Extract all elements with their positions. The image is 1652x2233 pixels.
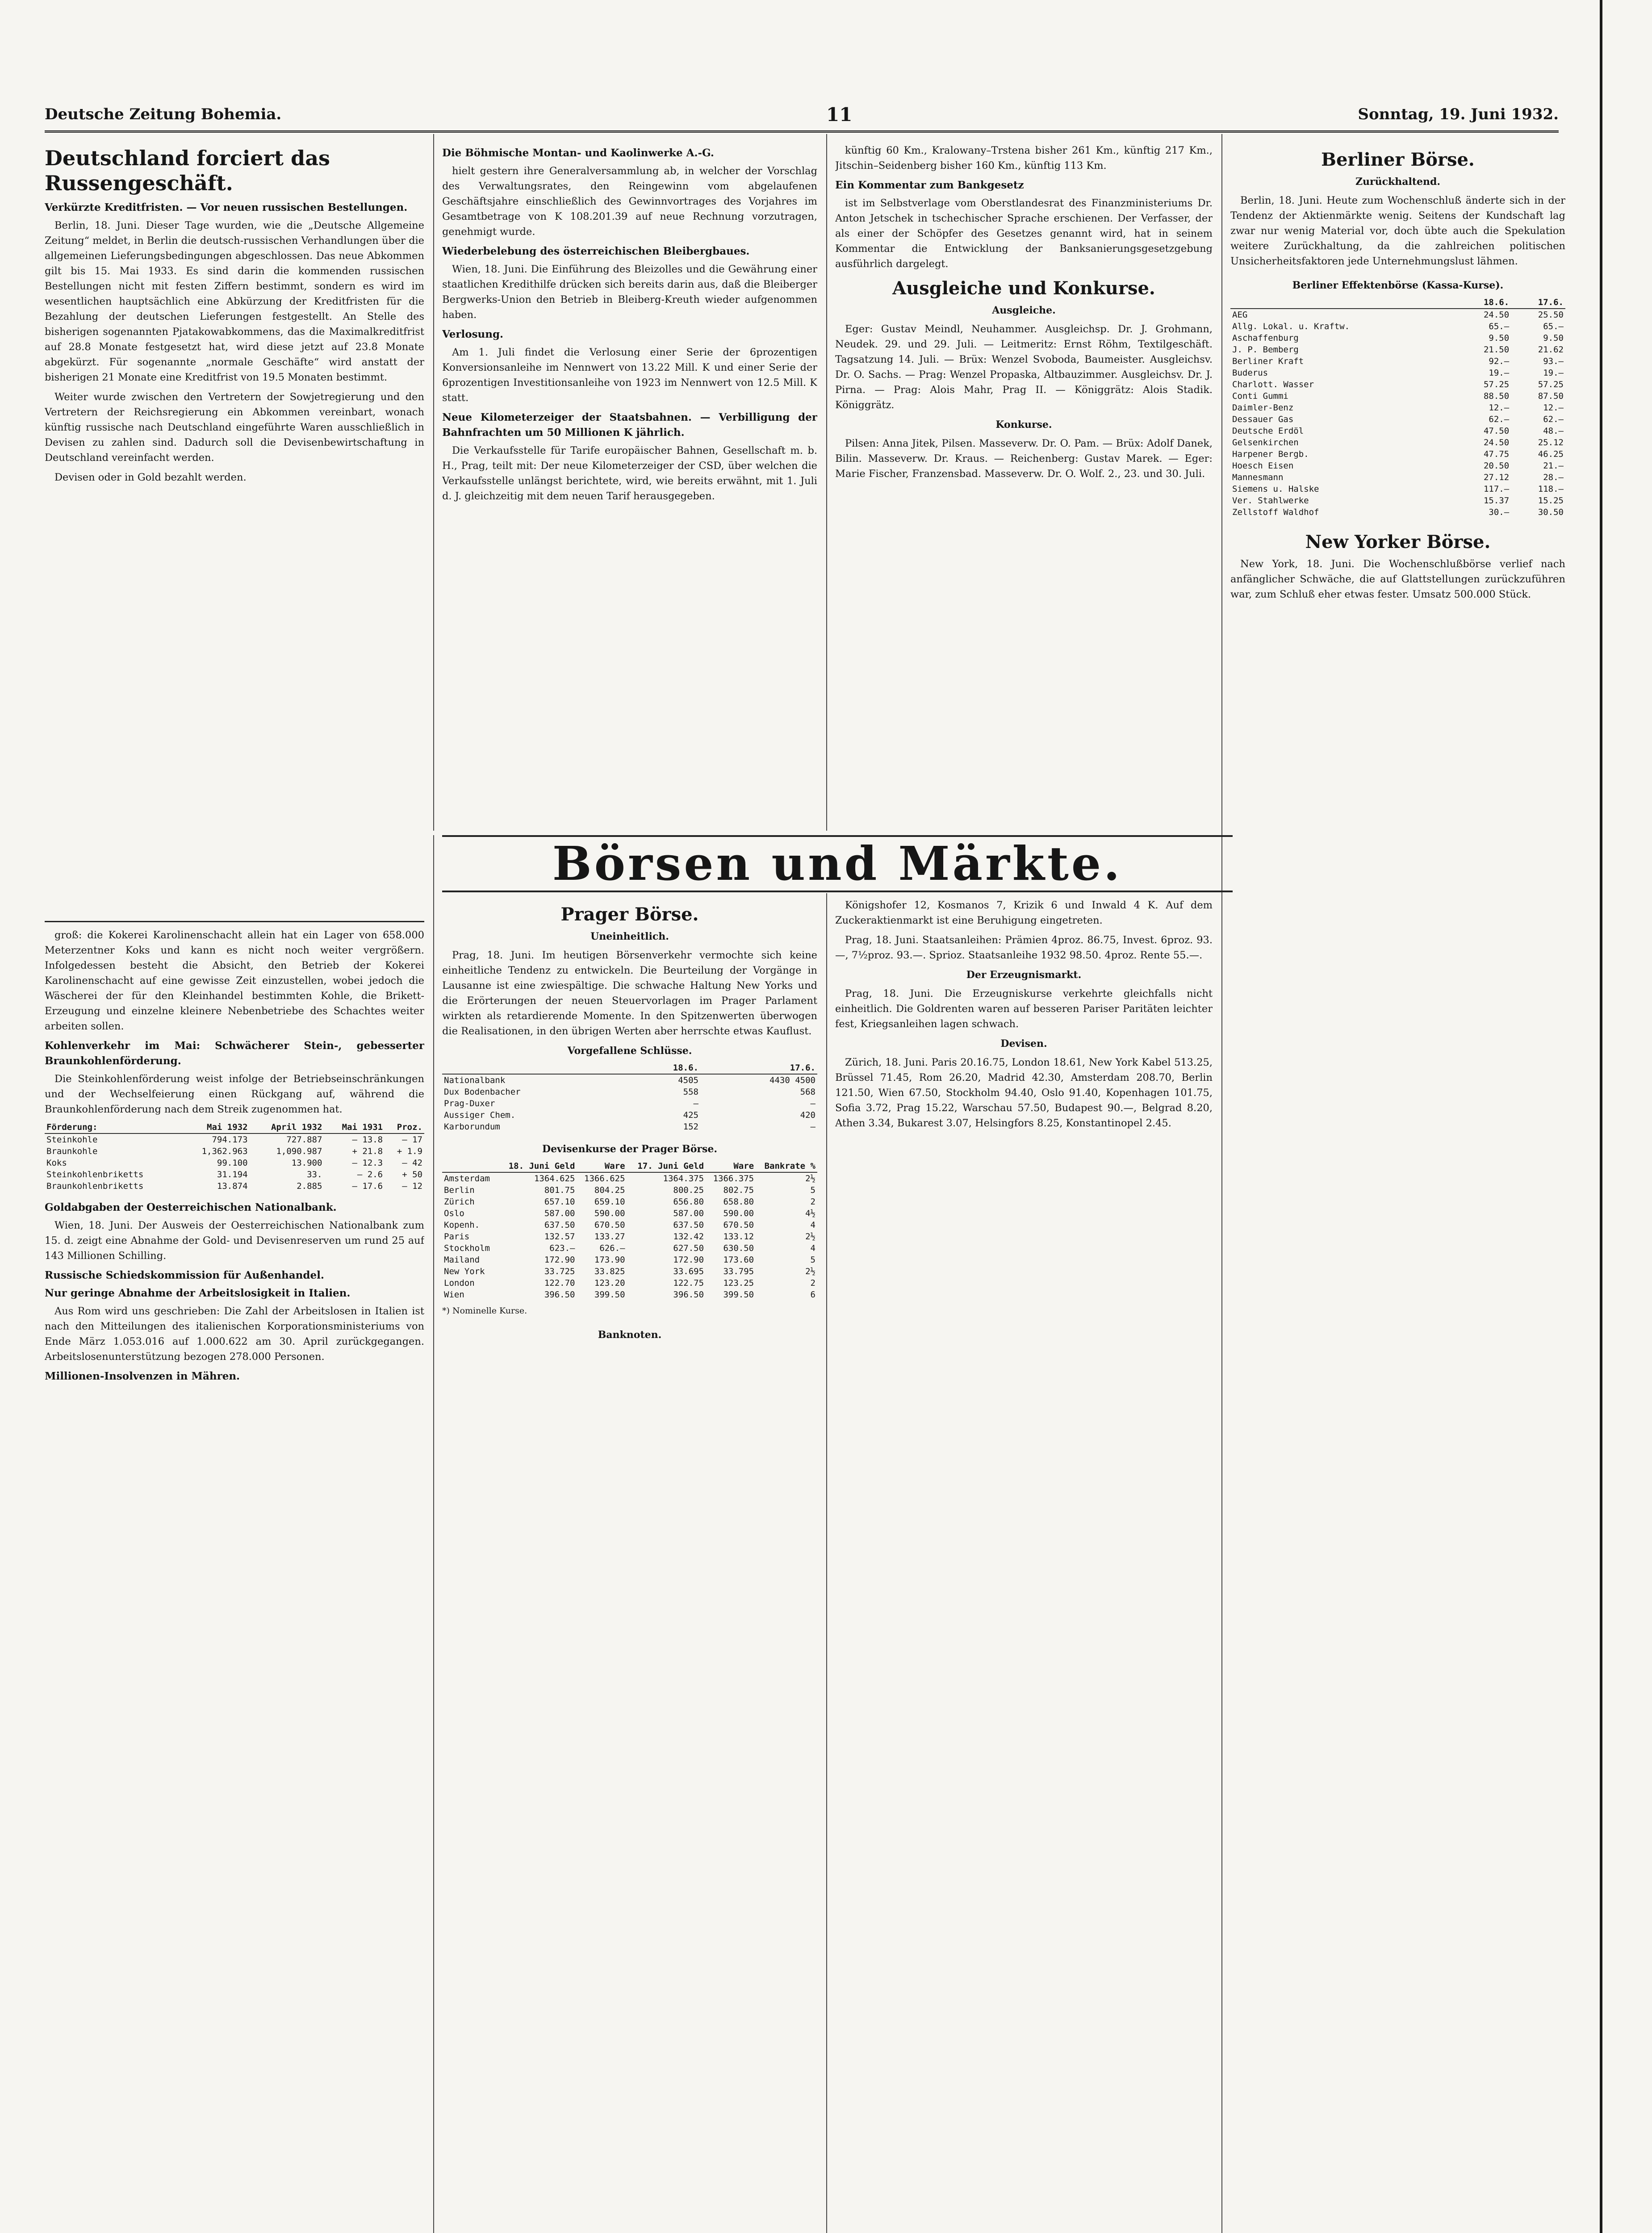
cell: 658.80 — [723, 1197, 754, 1207]
table-row — [1230, 495, 1565, 506]
cell: 65.— — [1489, 322, 1510, 331]
table-header: Proz. — [385, 1121, 424, 1133]
paragraph: Am 1. Juli findet die Verlosung einer Serie der 6prozentigen Konversionsanleihe im Nennwert von 13.22 Mill. K und einer Serie der 6prozentigen Investitionsanleihe von 1923 im Nennwert von 12.5 Mill. K statt. — [442, 347, 817, 404]
table-row — [442, 1172, 817, 1184]
paragraph: Berlin, 18. Juni. Heute zum Wochenschluß änderte sich in der Tendenz der Aktienmärkte wenig. Seitens der Kundschaft lag zwar nur wenig Material vor, doch übte auch die Spekulation weitere Zurückhaltung, da die zahlreichen politischen Unsicherheitsfaktoren jede Unternehmungslust lähmen. — [1230, 195, 1565, 267]
banknoten-head: Banknoten. — [598, 1329, 662, 1341]
cell: Steinkohlenbriketts — [46, 1170, 144, 1179]
cell: Zellstoff Waldhof — [1232, 507, 1319, 517]
table-row — [1230, 448, 1565, 460]
cell: Charlott. Wasser — [1232, 380, 1314, 389]
cell: 24.50 — [1483, 438, 1510, 447]
cell: Prag-Duxer — [444, 1099, 495, 1108]
cell: Kopenh. — [444, 1220, 480, 1230]
cell: 33.795 — [723, 1267, 754, 1276]
cell: 132.42 — [673, 1232, 704, 1242]
table-row — [45, 1146, 424, 1157]
cell: — — [693, 1099, 698, 1108]
kohlen-table — [45, 1121, 424, 1192]
paragraph: Weiter wurde zwischen den Vertretern der Sowjetregierung und den Vertretern der Reichsregierung ein Abkommen vereinbart, wonach künftig russische nach Deutschland eingeführte Waren ausschließlich in Devisen zu zahlen sind. Dadurch soll die Devisenbewirtschaftung in Deutschland vereinfacht werden. — [45, 391, 424, 464]
cell: 117.— — [1483, 484, 1510, 494]
erzeug-head: Der Erzeugnismarkt. — [966, 969, 1082, 981]
cell: Braunkohlenbriketts — [46, 1181, 144, 1191]
headline-montan: Die Böhmische Montan- und Kaolinwerke A.-G. — [442, 147, 714, 159]
cell: 87.50 — [1538, 391, 1564, 401]
cell: Dux Bodenbacher — [444, 1087, 521, 1097]
cell: 659.10 — [594, 1197, 625, 1207]
table-row — [1230, 309, 1565, 321]
cell: Gelsenkirchen — [1232, 438, 1299, 447]
article-russia — [45, 143, 424, 911]
table-header: April 1932 — [250, 1121, 324, 1133]
cell: 93.— — [1543, 356, 1564, 366]
table-row — [1230, 390, 1565, 402]
cell: 590.00 — [594, 1208, 625, 1218]
cell: Mailand — [444, 1255, 480, 1265]
cell: 804.25 — [594, 1185, 625, 1195]
cell: 800.25 — [673, 1185, 704, 1195]
cell: 12.— — [1489, 403, 1510, 413]
cell: 21.62 — [1538, 345, 1564, 355]
table-row — [1230, 483, 1565, 495]
paragraph: ist im Selbstverlage vom Oberstlandesrat des Finanzministeriums Dr. Anton Jetschek in tschechischer Sprache erschienen. Der Verfasser, der als einer der Schöpfer des Gesetzes genannt wird, hat in seinem Kommentar die Entwicklung der Banksanierungsgesetzgebung ausführlich dargelegt. — [835, 197, 1213, 270]
cell: 172.90 — [673, 1255, 704, 1265]
cell: 15.37 — [1483, 496, 1510, 506]
cell: 122.75 — [673, 1278, 704, 1288]
headline-russia: Deutschland forciert das Russengeschäft. — [45, 146, 330, 195]
cell: 27.12 — [1483, 473, 1510, 482]
cell: 1364.625 — [534, 1174, 575, 1183]
table-row — [1230, 321, 1565, 332]
table-row — [442, 1086, 817, 1098]
subhead-maehren: Millionen-Insolvenzen in Mähren. — [45, 1370, 240, 1382]
table-row — [1230, 414, 1565, 425]
cell: Deutsche Erdöl — [1232, 426, 1304, 436]
cell: 47.50 — [1483, 426, 1510, 436]
cell: 30.50 — [1538, 507, 1564, 517]
paragraph: Zürich, 18. Juni. Paris 20.16.75, London 18.61, New York Kabel 513.25, Brüssel 71.45, Rom 26.20, Madrid 42.30, Amsterdam 208.70, Berlin 121.50, Wien 67.50, Stockholm 94.40, Oslo 91.40, Kopenhagen 101.75, Sofia 3.72, Prag 15.22, Warschau 57.50, Budapest 90.—, Belgrad 8.20, Athen 3.34, Bukarest 3.07, Helsingfors 8.25, Konstantinopel 2.45. — [835, 1057, 1213, 1129]
table-row — [1230, 437, 1565, 448]
cell: 46.25 — [1538, 449, 1564, 459]
cell: 2.885 — [297, 1181, 322, 1191]
paragraph: hielt gestern ihre Generalversammlung ab, in welcher der Vorschlag des Verwaltungsrates, den Reingewinn vom abgelaufenen Geschäftsjahre einschließlich des Gewinnvortrages des Vorjahres im Gesamtbetrage von K 108.201.39 auf neue Rechnung vorzutragen, genehmigt wurde. — [442, 165, 817, 238]
table-row — [45, 1180, 424, 1192]
cell: 657.10 — [544, 1197, 575, 1207]
headline-prager-boerse: Prager Börse. — [560, 904, 699, 925]
cell: 19.— — [1543, 368, 1564, 378]
paragraph: Prag, 18. Juni. Im heutigen Börsenverkehr vermochte sich keine einheitliche Tendenz zu entwickeln. Die Beurteilung der Vorgänge in Lausanne ist eine zwiespältige. Die schwache Haltung New Yorks und die Erörterungen der neuen Steuervorlagen im Prager Parlament wirkten als retardierende Momente. In den Spitzenwerten überwogen die Realisationen, in den übrigen Werten aber herrschte etwas Kauflust. — [442, 949, 817, 1037]
subhead-berliner: Zurückhaltend. — [1355, 176, 1441, 188]
cell: 399.50 — [594, 1290, 625, 1300]
devisen-head: Devisenkurse der Prager Börse. — [542, 1143, 717, 1155]
table-row — [45, 1169, 424, 1180]
paragraph: Königshofer 12, Kosmanos 7, Krizik 6 und Inwald 4 K. Auf dem Zuckeraktienmarkt ist eine Beruhigung eingetreten. — [835, 899, 1213, 926]
headline-new-york: New Yorker Börse. — [1305, 531, 1491, 552]
cell: 99.100 — [217, 1158, 248, 1168]
devisen-head-2: Devisen. — [1000, 1038, 1047, 1050]
table-row — [1230, 332, 1565, 344]
cell: 2 — [810, 1278, 816, 1288]
table-header: Mai 1931 — [324, 1121, 385, 1133]
cell: 31.194 — [217, 1170, 248, 1179]
table-row — [1230, 506, 1565, 518]
table-row — [442, 1231, 817, 1242]
table-row — [1230, 425, 1565, 437]
cell: Dessauer Gas — [1232, 414, 1294, 424]
cell: — 17 — [402, 1135, 422, 1145]
table-row — [442, 1289, 817, 1300]
cell: 623.— — [549, 1243, 575, 1253]
cell: Hoesch Eisen — [1232, 461, 1294, 471]
subhead-uneinheitlich: Uneinheitlich. — [590, 931, 669, 942]
table-row — [1230, 367, 1565, 379]
cell: Harpener Bergb. — [1232, 449, 1309, 459]
article-sanierung — [835, 143, 1213, 826]
subhead-bahn: Neue Kilometerzeiger der Staatsbahnen. — Verbilligung der Bahnfrachten um 50 Millionen K jährlich. — [442, 411, 817, 439]
cell: 670.50 — [594, 1220, 625, 1230]
cell: 420 — [800, 1110, 816, 1120]
cell: 12.— — [1543, 403, 1564, 413]
cell: + 50 — [402, 1170, 422, 1179]
cell: — 12.3 — [352, 1158, 383, 1168]
paragraph: Devisen oder in Gold bezahlt werden. — [54, 472, 247, 483]
table-header: 18.6. — [1456, 297, 1511, 309]
cell: 13.900 — [291, 1158, 322, 1168]
cell: 9.50 — [1543, 333, 1564, 343]
article-koks — [45, 916, 424, 2233]
cell: + 1.9 — [397, 1146, 422, 1156]
cell: 19.— — [1489, 368, 1510, 378]
paragraph: Prag, 18. Juni. Die Erzeugniskurse verkehrte gleichfalls nicht einheitlich. Die Goldrenten waren auf besseren Pariser Paritäten leichter fest, Kriegsanleihen lagen schwach. — [835, 988, 1213, 1030]
cell: Koks — [46, 1158, 67, 1168]
column-rule — [433, 134, 434, 831]
subhead-ausgleiche: Ausgleiche. — [992, 305, 1056, 316]
cell: 15.25 — [1538, 496, 1564, 506]
article-montan — [442, 143, 817, 826]
cell: 62.— — [1489, 414, 1510, 424]
table-header — [442, 1062, 632, 1074]
paragraph: Wien, 18. Juni. Der Ausweis der Oesterreichischen Nationalbank zum 15. d. zeigt eine Abnahme der Gold- und Devisenreserven um rund 25 auf 143 Millionen Schilling. — [45, 1220, 424, 1262]
subhead-sowjet: Russische Schiedskommission für Außenhandel. — [45, 1269, 324, 1281]
table-row — [442, 1074, 817, 1086]
cell: 4430 4500 — [770, 1075, 816, 1085]
cell: 132.57 — [544, 1232, 575, 1242]
subhead-konkurse: Konkurse. — [995, 419, 1052, 431]
cell: 57.25 — [1483, 380, 1510, 389]
headline-berliner-boerse: Berliner Börse. — [1321, 149, 1475, 170]
issue-date: Sonntag, 19. Juni 1932. — [1358, 105, 1559, 123]
table-header: 17. Juni Geld — [627, 1160, 706, 1172]
cell: 794.173 — [212, 1135, 248, 1145]
cell: Allg. Lokal. u. Kraftw. — [1232, 322, 1350, 331]
cell: 1366.625 — [584, 1174, 625, 1183]
paragraph: Eger: Gustav Meindl, Neuhammer. Ausgleichsp. Dr. J. Grohmann, Neudek. 29. und 29. Juli. — Leitmeritz: Ernst Röhm, Textilgeschäft. Tagsatzung 14. Juli. — Brüx: Wenzel Svoboda, Baumeister. Ausgleichsv. Dr. O. Sachs. — Prag: Wenzel Propaska, Altbauzimmer. Ausgleichsv. Dr. J. Pirna. — Prag: Alois Mahr, Prag II. — Königgrätz: Alois Stadik. Königgrätz. — [835, 323, 1213, 411]
cell: 637.50 — [673, 1220, 704, 1230]
cell: 396.50 — [544, 1290, 575, 1300]
headline-kommentar: Ein Kommentar zum Bankgesetz — [835, 179, 1024, 191]
table-header — [1230, 297, 1456, 309]
cell: 1364.375 — [663, 1174, 704, 1183]
column-rule — [1221, 134, 1222, 2233]
table-header: Ware — [577, 1160, 627, 1172]
table-row — [1230, 344, 1565, 355]
cell: 152 — [683, 1122, 698, 1132]
cell: Siemens u. Halske — [1232, 484, 1319, 494]
cell: 727.887 — [286, 1135, 322, 1145]
table-row — [442, 1219, 817, 1231]
cell: 4505 — [678, 1075, 698, 1085]
table-row — [442, 1184, 817, 1196]
cell: 21.— — [1543, 461, 1564, 471]
section-banner: Börsen und Märkte. — [442, 835, 1233, 892]
cell: 33. — [307, 1170, 322, 1179]
page-number: 11 — [826, 104, 853, 125]
cell: — 42 — [402, 1158, 422, 1168]
cell: 9.50 — [1489, 333, 1510, 343]
cell: 656.80 — [673, 1197, 704, 1207]
cell: 399.50 — [723, 1290, 754, 1300]
table-row — [45, 1157, 424, 1169]
cell: 24.50 — [1483, 310, 1510, 320]
prager-boerse — [442, 898, 817, 2233]
cell: 62.— — [1543, 414, 1564, 424]
cell: Oslo — [444, 1208, 464, 1218]
cell: 587.00 — [673, 1208, 704, 1218]
table-row — [442, 1208, 817, 1219]
column-rule — [433, 835, 434, 2233]
cell: 558 — [683, 1087, 698, 1097]
cell: — — [810, 1099, 816, 1108]
table-header: 17.6. — [700, 1062, 817, 1074]
subhead-kohlen: Kohlenverkehr im Mai: Schwächerer Stein-, gebesserter Braunkohlenförderung. — [45, 1040, 424, 1067]
cell: — 17.6 — [352, 1181, 383, 1191]
cell: 88.50 — [1483, 391, 1510, 401]
table-header: Bankrate % — [756, 1160, 817, 1172]
cell: 5 — [810, 1185, 816, 1195]
effekten-table — [1230, 297, 1565, 518]
scan-edge — [1600, 0, 1602, 2233]
cell: 2½ — [805, 1174, 816, 1183]
devisen-table — [442, 1160, 817, 1300]
cell: 13.874 — [217, 1181, 248, 1191]
paragraph: Aus Rom wird uns geschrieben: Die Zahl der Arbeitslosen in Italien ist nach den Mitteilungen des italienischen Korporationsministeriums von Ende März 1.053.016 auf 1.000.622 am 30. April zurückgegangen. Arbeitslosenunterstützung bezogen 278.000 Personen. — [45, 1305, 424, 1363]
subhead-russia: Verkürzte Kreditfristen. — Vor neuen russischen Bestellungen. — [45, 201, 408, 213]
table-row — [442, 1109, 817, 1121]
paragraph: groß: die Kokerei Karolinenschacht allein hat ein Lager von 658.000 Meterzentner Koks und kann es nicht noch weiter vergrößern. Infolgedessen besteht die Absicht, den Betrieb der Kokerei Karolinenschacht auf eine gewisse Zeit einzustellen, wobei jedoch die Wäscherei der für den Kleinhandel bestimmten Kohle, die Brikett-Erzeugung und einzelne kleinere Nebenbetriebe des Schachtes weiter arbeiten sollen. — [45, 929, 424, 1032]
table-row — [442, 1266, 817, 1277]
cell: 568 — [800, 1087, 816, 1097]
table-row — [1230, 355, 1565, 367]
cell: 173.60 — [723, 1255, 754, 1265]
cell: Mannesmann — [1232, 473, 1284, 482]
cell: 25.50 — [1538, 310, 1564, 320]
cell: Daimler-Benz — [1232, 403, 1294, 413]
cell: New York — [444, 1267, 485, 1276]
table-row — [442, 1254, 817, 1266]
cell: 801.75 — [544, 1185, 575, 1195]
cell: — — [810, 1122, 816, 1132]
table-header: 17.6. — [1511, 297, 1565, 309]
cell: 4 — [810, 1243, 816, 1253]
table-row — [442, 1242, 817, 1254]
cell: 30.— — [1489, 507, 1510, 517]
cell: 626.— — [599, 1243, 625, 1253]
cell: 123.20 — [594, 1278, 625, 1288]
cell: Stockholm — [444, 1243, 490, 1253]
cell: 173.90 — [594, 1255, 625, 1265]
cell: 630.50 — [723, 1243, 754, 1253]
cell: 122.70 — [544, 1278, 575, 1288]
cell: J. P. Bemberg — [1232, 345, 1299, 355]
table-header: 18. Juni Geld — [498, 1160, 577, 1172]
table-row — [442, 1196, 817, 1208]
cell: 20.50 — [1483, 461, 1510, 471]
cell: Berliner Kraft — [1232, 356, 1304, 366]
running-header — [45, 104, 1559, 133]
table-row — [1230, 402, 1565, 414]
cell: 2½ — [805, 1232, 816, 1242]
table-row — [1230, 460, 1565, 472]
cell: 2½ — [805, 1267, 816, 1276]
paragraph: Die Steinkohlenförderung weist infolge der Betriebseinschränkungen und der Wechselfeierung einen Rückgang auf, während die Braunkohlenförderung nach dem Streik zugenommen hat. — [45, 1073, 424, 1115]
cell: 25.12 — [1538, 438, 1564, 447]
effekten-head: Berliner Effektenbörse (Kassa-Kurse). — [1292, 280, 1504, 291]
headline-ausgleiche: Ausgleiche und Konkurse. — [892, 278, 1155, 299]
cell: — 13.8 — [352, 1135, 383, 1145]
table-header — [442, 1160, 498, 1172]
cell: Berlin — [444, 1185, 475, 1195]
cell: 4½ — [805, 1208, 816, 1218]
cell: 4 — [810, 1220, 816, 1230]
paragraph: künftig 60 Km., Kralowany–Trstena bisher 261 Km., künftig 217 Km., Jitschin–Seidenberg bisher 160 Km., künftig 113 Km. — [835, 145, 1213, 171]
produkten — [835, 898, 1213, 2233]
cell: — 12 — [402, 1181, 422, 1191]
cell: 92.— — [1489, 356, 1510, 366]
cell: 396.50 — [673, 1290, 704, 1300]
paragraph: Pilsen: Anna Jitek, Pilsen. Masseverw. Dr. O. Pam. — Brüx: Adolf Danek, Bilin. Masseverw. Dr. Kraus. — Reichenberg: Gustav Marek. — Eger: Marie Fischer, Franzensbad. Masseverw. Dr. O. Wolf. 2., 23. und 30. Juli. — [835, 438, 1213, 480]
cell: 48.— — [1543, 426, 1564, 436]
cell: Aschaffenburg — [1232, 333, 1299, 343]
cell: 1,090.987 — [276, 1146, 322, 1156]
table-row — [442, 1121, 817, 1133]
table-row — [1230, 472, 1565, 483]
cell: 670.50 — [723, 1220, 754, 1230]
cell: 172.90 — [544, 1255, 575, 1265]
cell: 65.— — [1543, 322, 1564, 331]
table-header: 18.6. — [632, 1062, 700, 1074]
cell: 21.50 — [1483, 345, 1510, 355]
cell: 627.50 — [673, 1243, 704, 1253]
cell: Paris — [444, 1232, 470, 1242]
cell: 6 — [810, 1290, 816, 1300]
cell: 1,362.963 — [201, 1146, 248, 1156]
table-row — [45, 1133, 424, 1146]
cell: 57.25 — [1538, 380, 1564, 389]
subhead-gold: Goldabgaben der Oesterreichischen Nationalbank. — [45, 1201, 337, 1213]
table-header: Förderung: — [45, 1121, 182, 1133]
paragraph: Berlin, 18. Juni. Dieser Tage wurden, wie die „Deutsche Allgemeine Zeitung“ meldet, in Berlin die deutsch-russischen Verhandlungen über die allgemeinen Lieferungsbedingungen abgeschlossen. Das neue Abkommen gilt bis 15. Mai 1933. Es sind darin die kommenden russischen Bestellungen nicht mit festen Ziffern bestimmt, sondern es wird im wesentlichen hauptsächlich eine Abkürzung der Kreditfristen für die Bezahlung der deutschen Lieferungen festgestellt. An Stelle des bisherigen sogenannten Pjatakowabkommens, das die Maximalkreditfrist auf 28.8 Monate festgesetzt hat, wird diese jetzt auf 23.8 Monate abgekürzt. Für sogenannte „normale Geschäfte“ wird anstatt der bisherigen 21 Monate eine Kreditfrist von 19.5 Monaten bestimmt. — [45, 220, 424, 383]
cell: Zürich — [444, 1197, 475, 1207]
cell: 5 — [810, 1255, 816, 1265]
cell: Nationalbank — [444, 1075, 506, 1085]
subhead-verlosung: Verlosung. — [442, 328, 504, 340]
cell: 802.75 — [723, 1185, 754, 1195]
paragraph: New York, 18. Juni. Die Wochenschlußbörse verlief nach anfänglicher Schwäche, die auf Glattstellungen zurückzuführen war, zum Schluß eher etwas fester. Umsatz 500.000 Stück. — [1230, 558, 1565, 600]
cell: AEG — [1232, 310, 1248, 320]
table-header: Mai 1932 — [182, 1121, 249, 1133]
cell: Amsterdam — [444, 1174, 490, 1183]
cell: 47.75 — [1483, 449, 1510, 459]
cell: 425 — [683, 1110, 698, 1120]
cell: 33.725 — [544, 1267, 575, 1276]
cell: 590.00 — [723, 1208, 754, 1218]
paragraph: Die Verkaufsstelle für Tarife europäischer Bahnen, Gesellschaft m. b. H., Prag, teilt mit: Der neue Kilometerzeiger der CSD, über welchen die Verkaufsstelle unlängst berichtete, wird, wie bereits erwähnt, mit 1. Juli d. J. gleichzeitig mit dem neuen Tarif herausgegeben. — [442, 445, 817, 502]
cell: Ver. Stahlwerke — [1232, 496, 1309, 506]
cell: Wien — [444, 1290, 464, 1300]
cell: 133.12 — [723, 1232, 754, 1242]
subhead-arbeitslos: Nur geringe Abnahme der Arbeitslosigkeit in Italien. — [45, 1287, 351, 1299]
cell: 2 — [810, 1197, 816, 1207]
table-row — [442, 1277, 817, 1289]
column-rule — [826, 893, 827, 2233]
table-header: Ware — [706, 1160, 756, 1172]
cell: Buderus — [1232, 368, 1268, 378]
right-column — [1230, 143, 1565, 2233]
table-row — [442, 1098, 817, 1109]
column-rule — [826, 134, 827, 831]
cell: — 2.6 — [357, 1170, 383, 1179]
publication-name: Deutsche Zeitung Bohemia. — [45, 105, 282, 123]
cell: Braunkohle — [46, 1146, 98, 1156]
cell: Steinkohle — [46, 1135, 98, 1145]
schluesse-head: Vorgefallene Schlüsse. — [567, 1045, 692, 1057]
schluesse-table — [442, 1062, 817, 1133]
subhead-bleiberg: Wiederbelebung des österreichischen Bleibergbaues. — [442, 245, 750, 257]
cell: 33.825 — [594, 1267, 625, 1276]
cell: Conti Gummi — [1232, 391, 1288, 401]
cell: 123.25 — [723, 1278, 754, 1288]
cell: Karborundum — [444, 1122, 500, 1132]
table-row — [1230, 379, 1565, 390]
cell: 33.695 — [673, 1267, 704, 1276]
cell: 587.00 — [544, 1208, 575, 1218]
cell: Aussiger Chem. — [444, 1110, 516, 1120]
cell: 637.50 — [544, 1220, 575, 1230]
paragraph: Wien, 18. Juni. Die Einführung des Bleizolles und die Gewährung einer staatlichen Kredithilfe drücken sich bereits darin aus, daß die Bleiberger Bergwerks-Union den Betrieb in Bleiberg-Kreuth wieder aufgenommen haben. — [442, 263, 817, 321]
cell: 118.— — [1538, 484, 1564, 494]
cell: + 21.8 — [352, 1146, 383, 1156]
cell: 1366.375 — [713, 1174, 754, 1183]
cell: London — [444, 1278, 475, 1288]
paragraph: Prag, 18. Juni. Staatsanleihen: Prämien 4proz. 86.75, Invest. 6proz. 93.—, 7½proz. 93.—. Sprioz. Staatsanleihe 1932 98.50. 4proz. Rente 55.—. — [835, 934, 1213, 961]
cell: 133.27 — [594, 1232, 625, 1242]
cell: 28.— — [1543, 473, 1564, 482]
kurse-note: *) Nominelle Kurse. — [442, 1306, 527, 1316]
divider — [45, 921, 424, 922]
